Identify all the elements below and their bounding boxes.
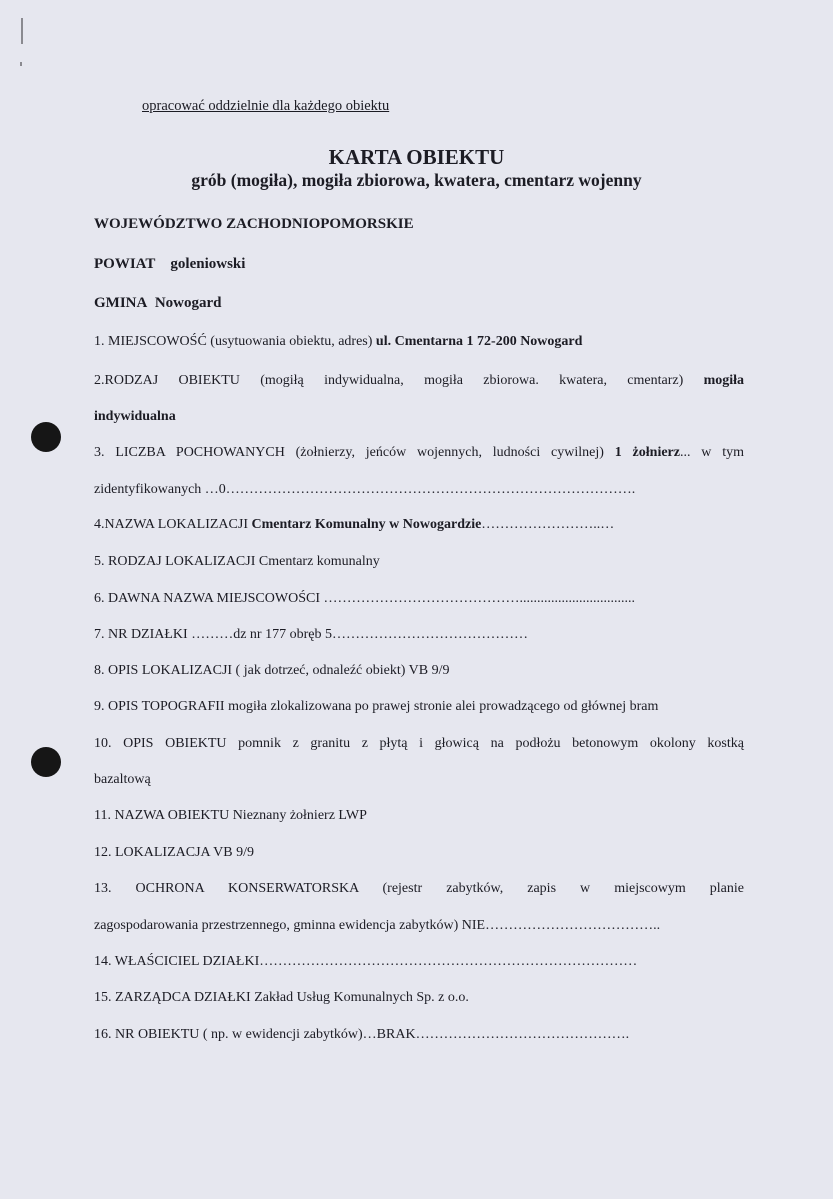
document-subtitle: grób (mogiła), mogiła zbiorowa, kwatera, cmentarz wojenny — [191, 170, 642, 190]
instruction-note: opracować oddzielnie dla każdego obiektu — [142, 98, 390, 114]
item-3-cont: zidentyfikowanych …0……………………………………………………………………………. — [94, 482, 636, 497]
item-6: 6. DAWNA NAZWA MIEJSCOWOŚCI ……………………………………................................. — [94, 591, 635, 606]
item-3 — [94, 444, 744, 462]
scan-mark — [20, 62, 22, 66]
item-1 — [94, 333, 582, 351]
item-11: 11. NAZWA OBIEKTU Nieznany żołnierz LWP — [94, 808, 367, 823]
punch-hole-top — [31, 422, 61, 452]
powiat-value: goleniowski — [170, 256, 246, 272]
item-10-cont: bazaltową — [94, 772, 151, 787]
item-12: 12. LOKALIZACJA VB 9/9 — [94, 845, 254, 860]
item-4-label: 4.NAZWA LOKALIZACJI — [94, 517, 248, 532]
item-16: 16. NR OBIEKTU ( np. w ewidencji zabytków)…BRAK………………………………………. — [94, 1027, 630, 1042]
item-2-label: 2.RODZAJ OBIEKTU (mogiłą indywidualna, mogiła zbiorowa. kwatera, cmentarz) — [94, 373, 684, 388]
punch-hole-bottom — [31, 747, 61, 777]
item-1-value: ul. Cmentarna 1 72-200 Nowogard — [375, 334, 583, 349]
document-title: KARTA OBIEKTU — [328, 145, 505, 169]
item-13-cont: zagospodarowania przestrzennego, gminna ewidencja zabytków) NIE……………………………….. — [94, 918, 661, 933]
item-9: 9. OPIS TOPOGRAFII mogiła zlokalizowana po prawej stronie alei prowadzącego od głównej bram — [94, 699, 659, 714]
gmina-value: Nowogard — [154, 295, 222, 311]
item-3-label: 3. LICZBA POCHOWANYCH (żołnierzy, jeńców wojennych, ludności cywilnej) — [94, 445, 604, 460]
gmina-label: GMINA — [94, 295, 148, 311]
item-7: 7. NR DZIAŁKI ………dz nr 177 obręb 5…………………………………… — [94, 627, 528, 642]
item-10: 10. OPIS OBIEKTU pomnik z granitu z płytą i głowicą na podłożu betonowym okolony kostką — [94, 736, 744, 751]
item-2-value-a: mogiła — [703, 373, 745, 388]
wojewodztwo: WOJEWÓDZTWO ZACHODNIOPOMORSKIE — [94, 216, 414, 232]
item-4 — [94, 516, 614, 534]
item-5: 5. RODZAJ LOKALIZACJI Cmentarz komunalny — [94, 554, 380, 569]
powiat-row — [94, 255, 245, 273]
item-3-value: 1 żołnierz — [614, 445, 680, 460]
powiat-label: POWIAT — [94, 256, 156, 272]
scan-mark — [21, 18, 23, 44]
item-2-value-b: indywidualna — [94, 409, 176, 424]
item-14: 14. WŁAŚCICIEL DZIAŁKI……………………………………………………………………… — [94, 954, 638, 969]
gmina-row — [94, 294, 222, 312]
item-1-label: 1. MIEJSCOWOŚĆ (usytuowania obiektu, adres) — [94, 334, 373, 349]
item-4-dots: ……………………..… — [481, 517, 615, 532]
item-2 — [94, 372, 744, 390]
item-3-suffix: ... w tym — [679, 445, 745, 460]
item-8: 8. OPIS LOKALIZACJI ( jak dotrzeć, odnaleźć obiekt) VB 9/9 — [94, 663, 450, 678]
item-13: 13. OCHRONA KONSERWATORSKA (rejestr zabytków, zapis w miejscowym planie — [94, 881, 744, 896]
item-2-cont — [94, 408, 176, 426]
item-15: 15. ZARZĄDCA DZIAŁKI Zakład Usług Komunalnych Sp. z o.o. — [94, 990, 469, 1005]
item-4-value: Cmentarz Komunalny w Nowogardzie — [251, 517, 482, 532]
